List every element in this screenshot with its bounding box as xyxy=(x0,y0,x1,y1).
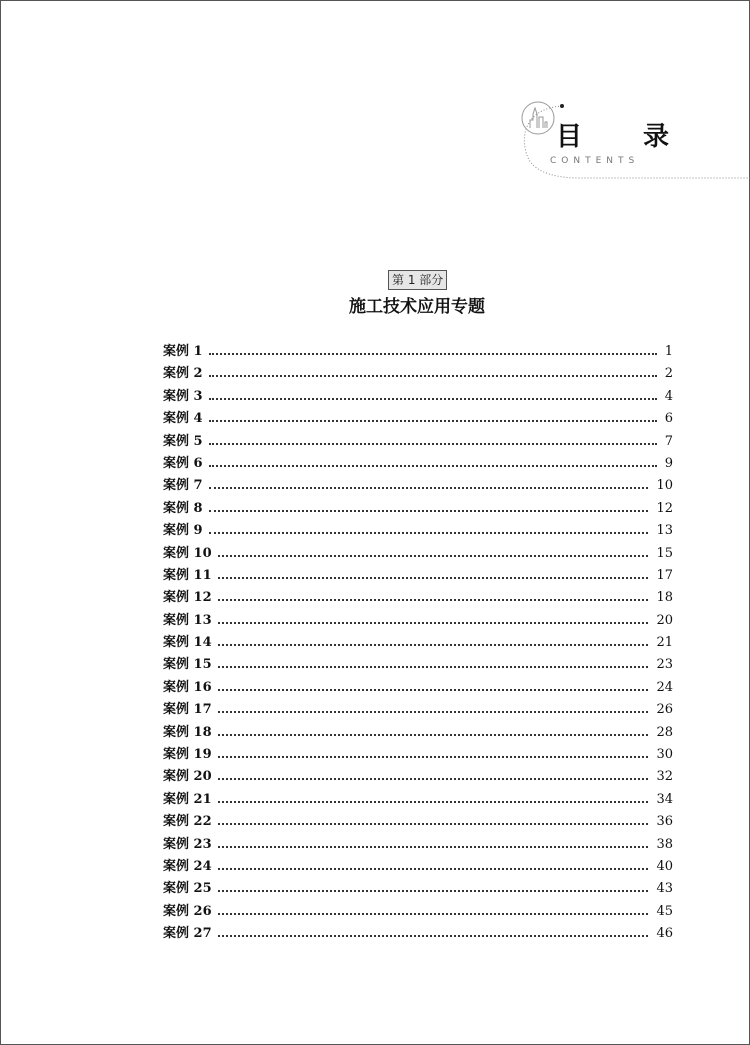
toc-leader-dots xyxy=(209,443,657,445)
toc-entry-label: 案例 25 xyxy=(163,881,212,897)
toc-entry[interactable] xyxy=(163,565,673,587)
toc-leader-dots xyxy=(209,465,657,467)
toc-leader-dots xyxy=(218,599,649,601)
toc-leader-dots xyxy=(218,622,649,624)
toc-entry[interactable] xyxy=(163,386,673,408)
toc-entry-label: 案例 13 xyxy=(163,612,212,628)
toc-entry-page: 21 xyxy=(656,635,673,651)
toc-entry[interactable] xyxy=(163,789,673,811)
toc-entry-page: 2 xyxy=(664,366,673,382)
toc-entry[interactable] xyxy=(163,543,673,565)
toc-entry[interactable] xyxy=(163,856,673,878)
toc-leader-dots xyxy=(209,353,657,355)
toc-leader-dots xyxy=(218,801,649,803)
toc-leader-dots xyxy=(209,375,657,377)
toc-entry-label: 案例 26 xyxy=(163,903,212,919)
toc-leader-dots xyxy=(218,734,649,736)
toc-entry-page: 7 xyxy=(664,433,673,449)
toc-entry-label: 案例 18 xyxy=(163,724,212,740)
toc-leader-dots xyxy=(218,935,649,937)
toc-leader-dots xyxy=(218,756,649,758)
toc-entry-page: 18 xyxy=(656,590,673,606)
toc-leader-dots xyxy=(218,689,649,691)
toc-entry-page: 46 xyxy=(656,926,673,942)
toc-leader-dots xyxy=(218,778,649,780)
toc-leader-dots xyxy=(218,890,649,892)
toc-entry-label: 案例 4 xyxy=(163,411,203,427)
toc-entry-label: 案例 5 xyxy=(163,433,203,449)
toc-entry[interactable] xyxy=(163,610,673,632)
toc-entry[interactable] xyxy=(163,901,673,923)
section-title: 施工技术应用专题 xyxy=(349,297,485,317)
toc-entry-label: 案例 27 xyxy=(163,926,212,942)
part-label: 第 1 部分 xyxy=(388,270,447,290)
toc-entry-label: 案例 21 xyxy=(163,791,212,807)
toc-entry-page: 32 xyxy=(656,769,673,785)
toc-leader-dots xyxy=(218,846,649,848)
toc-entry-label: 案例 6 xyxy=(163,455,203,471)
toc-entry-label: 案例 3 xyxy=(163,388,203,404)
contents-title: 目 录 xyxy=(556,122,696,152)
toc-leader-dots xyxy=(218,644,649,646)
toc-entry-label: 案例 12 xyxy=(163,590,212,606)
toc-entry-label: 案例 9 xyxy=(163,523,203,539)
toc-leader-dots xyxy=(209,398,657,400)
toc-entry-label: 案例 19 xyxy=(163,747,212,763)
toc-entry[interactable] xyxy=(163,923,673,945)
toc-entry[interactable] xyxy=(163,811,673,833)
toc-entry[interactable] xyxy=(163,699,673,721)
toc-entry-page: 12 xyxy=(656,500,673,516)
toc-entry[interactable] xyxy=(163,654,673,676)
toc-leader-dots xyxy=(209,487,649,489)
toc-entry-page: 24 xyxy=(656,679,673,695)
toc-entry[interactable] xyxy=(163,632,673,654)
toc-entry-label: 案例 8 xyxy=(163,500,203,516)
toc-entry-page: 34 xyxy=(656,791,673,807)
toc-entry-label: 案例 11 xyxy=(163,567,212,583)
toc-entry-page: 45 xyxy=(656,903,673,919)
toc-entry-label: 案例 1 xyxy=(163,344,203,359)
toc-entry-page: 10 xyxy=(656,478,673,494)
toc-entry-page: 20 xyxy=(656,612,673,628)
toc-entry-label: 案例 16 xyxy=(163,679,212,695)
toc-entry[interactable] xyxy=(163,475,673,497)
toc-entry[interactable] xyxy=(163,878,673,900)
table-of-contents xyxy=(163,341,673,946)
toc-entry[interactable] xyxy=(163,744,673,766)
toc-leader-dots xyxy=(218,711,649,713)
building-skyline-icon xyxy=(520,100,556,136)
toc-leader-dots xyxy=(218,823,649,825)
toc-entry-page: 43 xyxy=(656,881,673,897)
toc-entry-page: 6 xyxy=(664,411,673,427)
contents-header xyxy=(520,100,750,182)
toc-entry-page: 17 xyxy=(656,567,673,583)
toc-entry[interactable] xyxy=(163,498,673,520)
toc-entry-label: 案例 24 xyxy=(163,858,212,874)
toc-entry[interactable] xyxy=(163,431,673,453)
toc-entry[interactable] xyxy=(163,363,673,385)
contents-subtitle: CONTENTS xyxy=(550,156,640,166)
toc-entry-label: 案例 23 xyxy=(163,836,212,852)
toc-leader-dots xyxy=(218,555,649,557)
toc-entry[interactable] xyxy=(163,341,673,363)
toc-leader-dots xyxy=(209,532,649,534)
toc-entry-page: 4 xyxy=(664,388,673,404)
toc-entry-page: 26 xyxy=(656,702,673,718)
toc-entry-label: 案例 22 xyxy=(163,814,212,830)
toc-entry-label: 案例 7 xyxy=(163,478,203,494)
toc-entry-page: 38 xyxy=(656,836,673,852)
toc-entry-page: 23 xyxy=(656,657,673,673)
toc-entry[interactable] xyxy=(163,722,673,744)
toc-leader-dots xyxy=(218,666,649,668)
toc-entry-label: 案例 15 xyxy=(163,657,212,673)
toc-entry-label: 案例 2 xyxy=(163,366,203,382)
toc-entry[interactable] xyxy=(163,834,673,856)
toc-leader-dots xyxy=(209,510,649,512)
toc-leader-dots xyxy=(209,420,657,422)
toc-entry-label: 案例 17 xyxy=(163,702,212,718)
toc-entry-label: 案例 14 xyxy=(163,635,212,651)
toc-entry[interactable] xyxy=(163,587,673,609)
toc-leader-dots xyxy=(218,868,649,870)
toc-entry-page: 9 xyxy=(664,455,673,471)
toc-entry[interactable] xyxy=(163,453,673,475)
toc-entry-page: 1 xyxy=(664,344,673,359)
toc-entry-page: 40 xyxy=(656,858,673,874)
toc-entry-page: 15 xyxy=(656,545,673,561)
toc-entry[interactable] xyxy=(163,408,673,430)
toc-entry-page: 30 xyxy=(656,747,673,763)
toc-leader-dots xyxy=(218,577,649,579)
toc-entry[interactable] xyxy=(163,677,673,699)
toc-entry-label: 案例 20 xyxy=(163,769,212,785)
toc-entry[interactable] xyxy=(163,766,673,788)
toc-entry-page: 36 xyxy=(656,814,673,830)
toc-entry-page: 28 xyxy=(656,724,673,740)
toc-leader-dots xyxy=(218,913,649,915)
toc-entry[interactable] xyxy=(163,520,673,542)
toc-entry-label: 案例 10 xyxy=(163,545,212,561)
toc-entry-page: 13 xyxy=(656,523,673,539)
